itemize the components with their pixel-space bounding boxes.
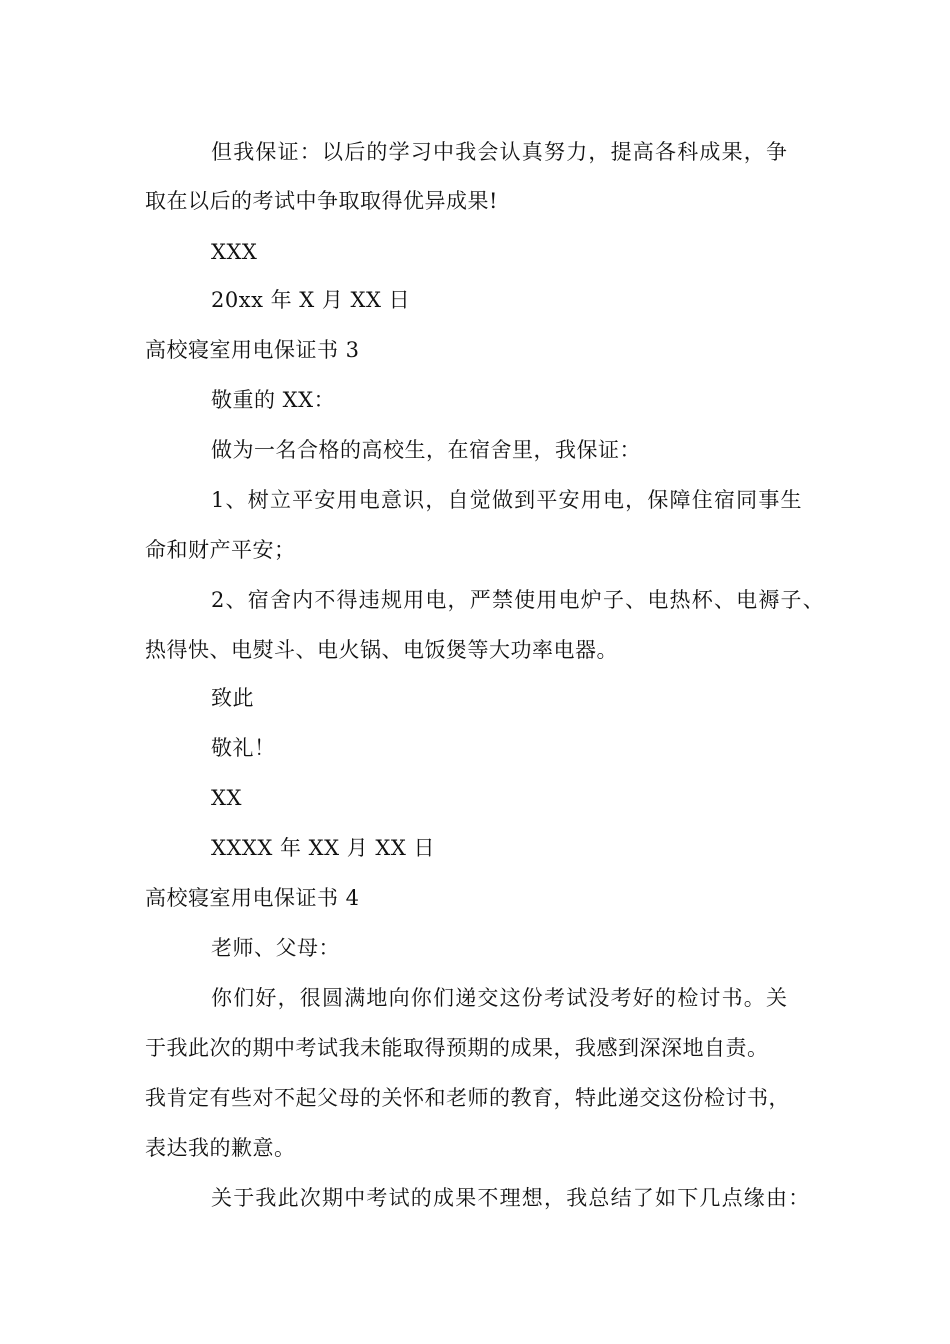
signature-date: 20xx 年 X 月 XX 日: [211, 288, 411, 312]
section-heading: 高校寝室用电保证书 4: [145, 886, 360, 910]
paragraph-line: 但我保证：以后的学习中我会认真努力，提高各科成果，争: [211, 140, 789, 164]
list-item-line: 热得快、电熨斗、电火锅、电饭煲等大功率电器。: [145, 638, 618, 662]
closing-line: 敬礼！: [211, 736, 276, 760]
signature-date: XXXX 年 XX 月 XX 日: [211, 836, 435, 860]
paragraph-line: 于我此次的期中考试我未能取得预期的成果，我感到深深地自责。: [145, 1036, 769, 1060]
salutation: 敬重的 XX：: [211, 388, 336, 412]
paragraph-line: 你们好，很圆满地向你们递交这份考试没考好的检讨书。关: [211, 986, 789, 1010]
paragraph-line: 做为一名合格的高校生，在宿舍里，我保证：: [211, 438, 641, 462]
closing-line: 致此: [211, 686, 254, 710]
paragraph-line: 我肯定有些对不起父母的关怀和老师的教育，特此递交这份检讨书，: [145, 1086, 790, 1110]
paragraph-line: 取在以后的考试中争取取得优异成果!: [145, 189, 498, 213]
salutation: 老师、父母：: [211, 936, 340, 960]
list-item-line: 1、树立平安用电意识，自觉做到平安用电，保障住宿同事生: [211, 488, 803, 512]
paragraph-line: 关于我此次期中考试的成果不理想，我总结了如下几点缘由：: [211, 1186, 811, 1210]
list-item-line: 命和财产平安；: [145, 538, 296, 562]
section-heading: 高校寝室用电保证书 3: [145, 338, 360, 362]
signature-name: XXX: [211, 240, 258, 264]
signature-name: XX: [211, 786, 242, 810]
list-item-line: 2、宿舍内不得违规用电，严禁使用电炉子、电热杯、电褥子、: [211, 588, 825, 612]
paragraph-line: 表达我的歉意。: [145, 1136, 296, 1160]
